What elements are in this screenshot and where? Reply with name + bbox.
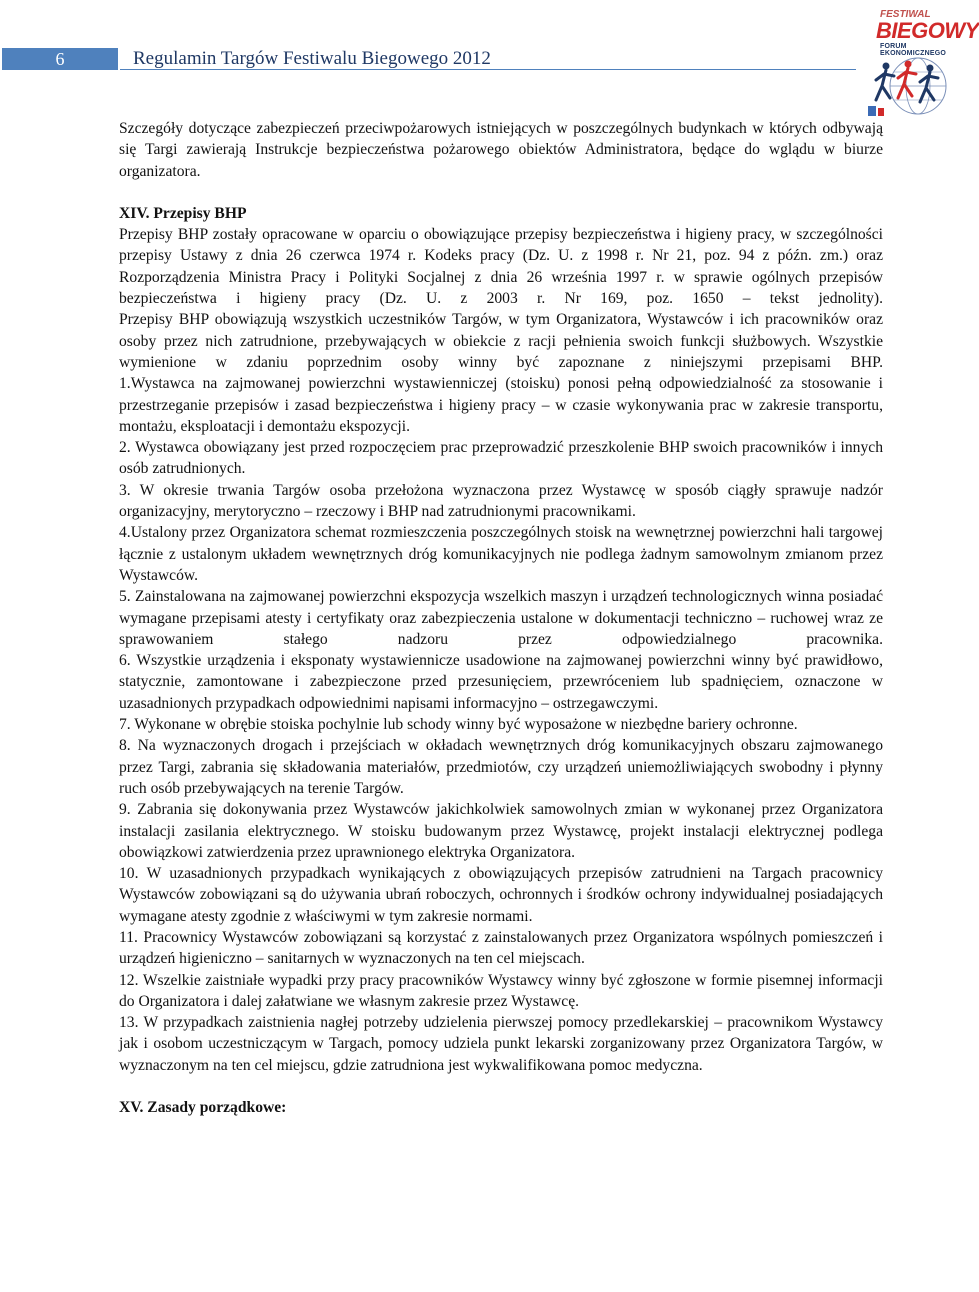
section-heading-xv: XV. Zasady porządkowe: [119, 1099, 287, 1117]
paragraph-fire-safety: Szczegóły dotyczące zabezpieczeń przeciwpożarowych istniejących w poszczególnych budynkach w których odbywają się Targi zawierają Instrukcje bezpieczeństwa pożarowego obiektów Administratora, będące do wglądu w biurze organizatora. [119, 120, 883, 180]
paragraph-bhp-scope: Przepisy BHP obowiązują wszystkich uczestników Targów, w tym Organizatora, Wystawców i ich pracowników oraz osoby przez nich zatrudnione, przebywających w obiekcie z racji pełnienia swoich funkcji służbowych. Wszystkie wymienione w zdaniu poprzednim osoby winny być zapoznane z niniejszymi przepisami BHP. [119, 311, 883, 371]
list-item-11: 11. Pracownicy Wystawców zobowiązani są korzystać z zainstalowanych przez Organizatora wspólnych pomieszczeń i urządzeń higieniczno – sanitarnych w wyznaczonych na ten cel miejscach. [119, 928, 883, 968]
list-item-5: 5. Zainstalowana na zajmowanej powierzchni ekspozycja wszelkich maszyn i urządzeń technologicznych winna posiadać wymagane przepisami atesty i certyfikaty oraz zabezpieczenia ustalone w dokumentacji techniczno – ruchowej wraz ze sprawowaniem stałego nadzoru przez odpowiedzialnego pracownika. [119, 588, 883, 648]
list-item-12: 12. Wszelkie zaistniałe wypadki przy pracy pracowników Wystawcy winny być zgłoszone w formie pisemnej informacji do Organizatora i dalej załatwiane we własnym zakresie przez Wystawcę. [119, 971, 883, 1010]
list-item-6: 6. Wszystkie urządzenia i eksponaty wystawiennicze usadowione na zajmowanej powierzchni winny być prawidłowo, statycznie, zamontowane i zabezpieczone przed przesunięciem, przewróceniem lub spadnięciem, oznaczone w uzasadnionych przypadkach odpowiednimi napisami informacyjno – ostrzegawczymi. [119, 652, 883, 712]
list-item-4: 4.Ustalony przez Organizatora schemat rozmieszczenia poszczególnych stoisk na wewnętrznej powierzchni hali targowej łącznie z ustalonym układem wewnętrznych dróg komunikacyjnych nie podlega żadnym samowolnym zmianom przez Wystawców. [119, 524, 883, 584]
list-item-7: 7. Wykonane w obrębie stoiska pochylnie lub schody winny być wyposażone w niezbędne bariery ochronne. [119, 716, 798, 734]
list-item-13: 13. W przypadkach zaistnienia nagłej potrzeby udzielenia pierwszej pomocy przedlekarskiej – pracownikom Wystawcy jak i osobom uczestniczącym w Targach, pomocy udziela punkt lekarski zorganizowany przez Organizatora Targów, w wyznaczonym na ten cel miejscu, gdzie zatrudniona jest wykwalifikowana pomoc medyczna. [119, 1014, 883, 1074]
document-title: Regulamin Targów Festiwalu Biegowego 2012 [133, 48, 491, 69]
page-number: 6 [2, 48, 118, 70]
paragraph-bhp-legal-basis: Przepisy BHP zostały opracowane w oparciu o obowiązujące przepisy bezpieczeństwa i higieny pracy, w szczególności przepisy Ustawy z dnia 26 czerwca 1974 r. Kodeks pracy (Dz. U. z 1998 r. Nr 21, poz. 94 z późn. zm.) oraz Rozporządzenia Ministra Pracy i Polityki Socjalnej z dnia 26 września 1997 r. w sprawie ogólnych przepisów bezpieczeństwa i higieny pracy (Dz. U. z 2003 r. Nr 169, poz. 1650 – tekst jednolity). [119, 226, 883, 308]
list-item-2: 2. Wystawca obowiązany jest przed rozpoczęciem prac przeprowadzić przeszkolenie BHP swoich pracowników i innych osób zatrudnionych. [119, 439, 883, 478]
document-body [119, 118, 883, 1118]
list-item-1: 1.Wystawca na zajmowanej powierzchni wystawienniczej (stoisku) ponosi pełną odpowiedzialność za stosowanie i przestrzeganie przepisów i zasad bezpieczeństwa i higieny pracy – w czasie wykonywania prac w zakresie transportu, montażu, eksploatacji i demontażu ekspozycji. [119, 375, 883, 435]
list-item-9: 9. Zabrania się dokonywania przez Wystawców jakichkolwiek samowolnych zmian w wykonanej przez Organizatora instalacji zasilania elektrycznego. W stoisku budowanym przez Wystawcę, projekt instalacji elektrycznej podlega obowiązkowi zatwierdzenia przez uprawnionego elektryka Organizatora. [119, 801, 883, 861]
list-item-8: 8. Na wyznaczonych drogach i przejściach w okładach wewnętrznych dróg komunikacyjnych obszaru zajmowanego przez Targi, zabrania się składowania materiałów, przedmiotów, czy urządzeń uniemożliwiających swobodny i płynny ruch osób przebywających na terenie Targów. [119, 737, 883, 797]
logo-line-festiwal: FESTIWAL [880, 9, 931, 20]
page-header [0, 46, 960, 72]
header-divider [120, 69, 856, 70]
list-item-3: 3. W okresie trwania Targów osoba przełożona wyznaczona przez Wystawcę w sposób ciągły sprawuje nadzór organizacyjny, merytoryczno – rzeczowy i BHP nad zatrudnionymi pracownikami. [119, 481, 883, 521]
list-item-10: 10. W uzasadnionych przypadkach wynikających z obowiązujących przepisów zatrudnieni na Targach pracownicy Wystawców zobowiązani są do używania ubrań roboczych, ochronnych i środków ochrony indywidualnej posiadających wymagane atesty zgodnie z właściwymi w tym zakresie normami. [119, 865, 883, 925]
section-heading-xiv: XIV. Przepisy BHP [119, 204, 247, 222]
logo-line-biegowy: BIEGOWY [876, 18, 979, 43]
logo-line-forum: FORUM EKONOMICZNEGO [880, 43, 946, 57]
runners-globe-icon [856, 56, 960, 118]
festival-logo [856, 4, 979, 118]
